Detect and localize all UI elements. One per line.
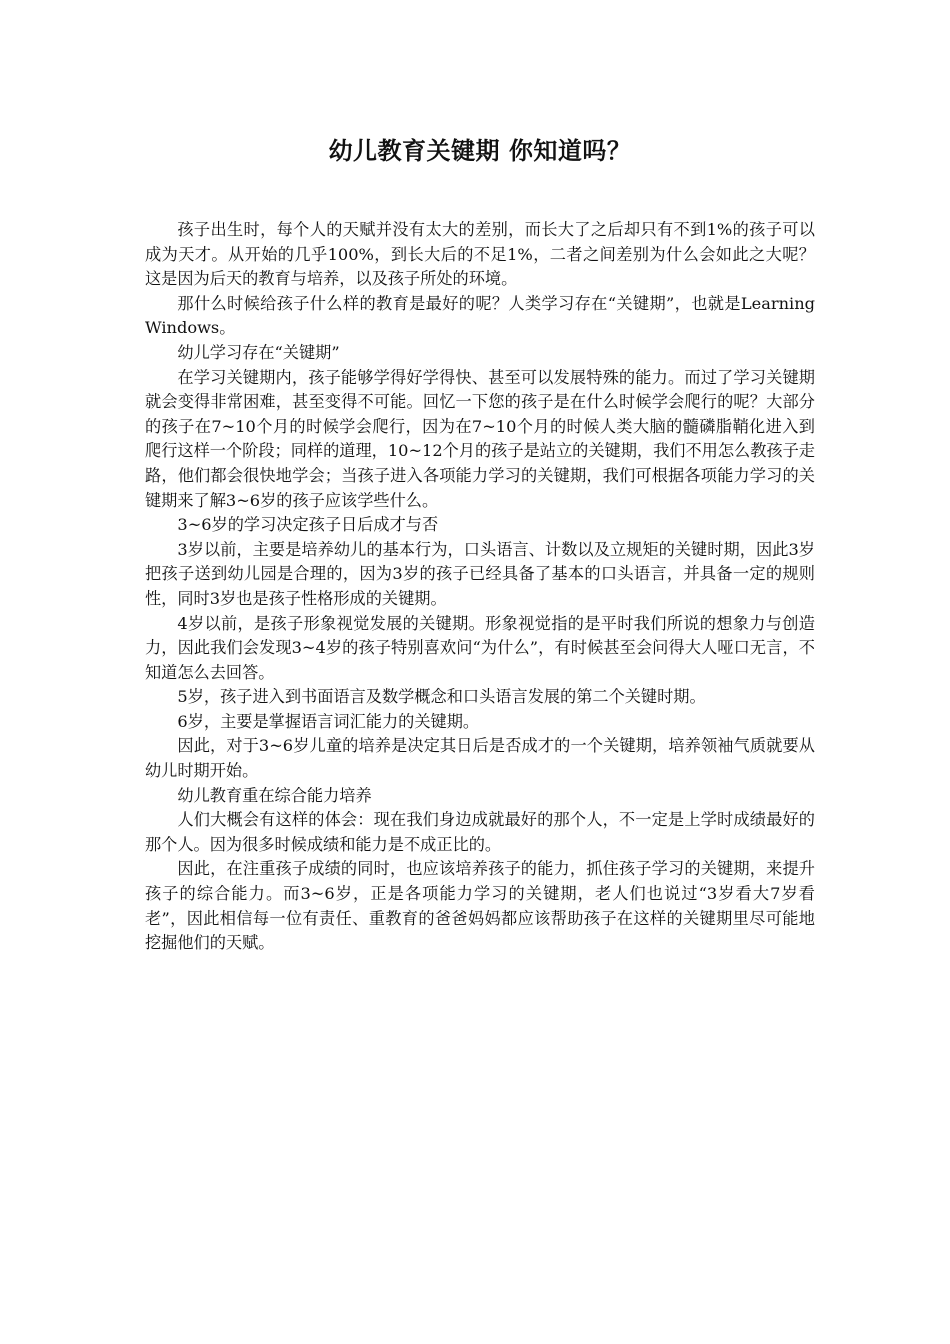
document-title: 幼儿教育关键期 你知道吗？ — [328, 137, 632, 165]
paragraph-final: 因此，在注重孩子成绩的同时，也应该培养孩子的能力，抓住孩子学习的关键期，来提升孩子的综合能力。而3~6岁，正是各项能力学习的关键期，老人们也说过“3岁看大7岁看老”，因此相信每一位有责任、重教育的爸爸妈妈都应该帮助孩子在这样的关键期里尽可能地挖掘他们的天赋。 — [145, 859, 815, 953]
paragraph-age-4: 4岁以前，是孩子形象视觉发展的关键期。形象视觉指的是平时我们所说的想象力与创造力，因此我们会发现3~4岁的孩子特别喜欢问“为什么”，有时候甚至会问得大人哑口无言，不知道怎么去回答。 — [145, 613, 815, 682]
paragraph-experience: 人们大概会有这样的体会：现在我们身边成就最好的那个人，不一定是上学时成绩最好的那个人。因为很多时候成绩和能力是不成正比的。 — [145, 810, 815, 854]
paragraph-learning-windows: 那什么时候给孩子什么样的教育是最好的呢？人类学习存在“关键期”，也就是Learning Windows。 — [145, 293, 815, 338]
paragraph-age-3: 3岁以前，主要是培养幼儿的基本行为，口头语言、计数以及立规矩的关键时期，因此3岁把孩子送到幼儿园是合理的，因为3岁的孩子已经具备了基本的口头语言，并具备一定的规则性，同时3岁也是孩子性格形成的关键期。 — [145, 539, 815, 608]
section-heading-key-period: 幼儿学习存在“关键期” — [177, 342, 340, 362]
section-heading-age-3-6: 3~6岁的学习决定孩子日后成才与否 — [177, 515, 439, 535]
document-body — [145, 128, 815, 956]
paragraph-key-period-detail: 在学习关键期内，孩子能够学得好学得快、甚至可以发展特殊的能力。而过了学习关键期就会变得非常困难，甚至变得不可能。回忆一下您的孩子是在什么时候学会爬行的呢？大部分的孩子在7~10个月的时候学会爬行，因为在7~10个月的时候人类大脑的髓磷脂鞘化进入到爬行这样一个阶段；同样的道理，10~12个月的孩子是站立的关键期，我们不用怎么教孩子走路，他们都会很快地学会；当孩子进入各项能力学习的关键期，我们可根据各项能力学习的关键期来了解3~6岁的孩子应该学些什么。 — [145, 367, 815, 510]
paragraph-intro: 孩子出生时，每个人的天赋并没有太大的差别，而长大了之后却只有不到1%的孩子可以成为天才。从开始的几乎100%，到长大后的不足1%，二者之间差别为什么会如此之大呢？这是因为后天的教育与培养，以及孩子所处的环境。 — [145, 220, 815, 289]
paragraph-age-5: 5岁，孩子进入到书面语言及数学概念和口头语言发展的第二个关键时期。 — [177, 687, 706, 707]
paragraph-conclusion-age: 因此，对于3~6岁儿童的培养是决定其日后是否成才的一个关键期，培养领袖气质就要从幼儿时期开始。 — [145, 736, 815, 781]
section-heading-comprehensive: 幼儿教育重在综合能力培养 — [177, 785, 372, 805]
paragraph-age-6: 6岁，主要是掌握语言词汇能力的关键期。 — [177, 711, 480, 731]
